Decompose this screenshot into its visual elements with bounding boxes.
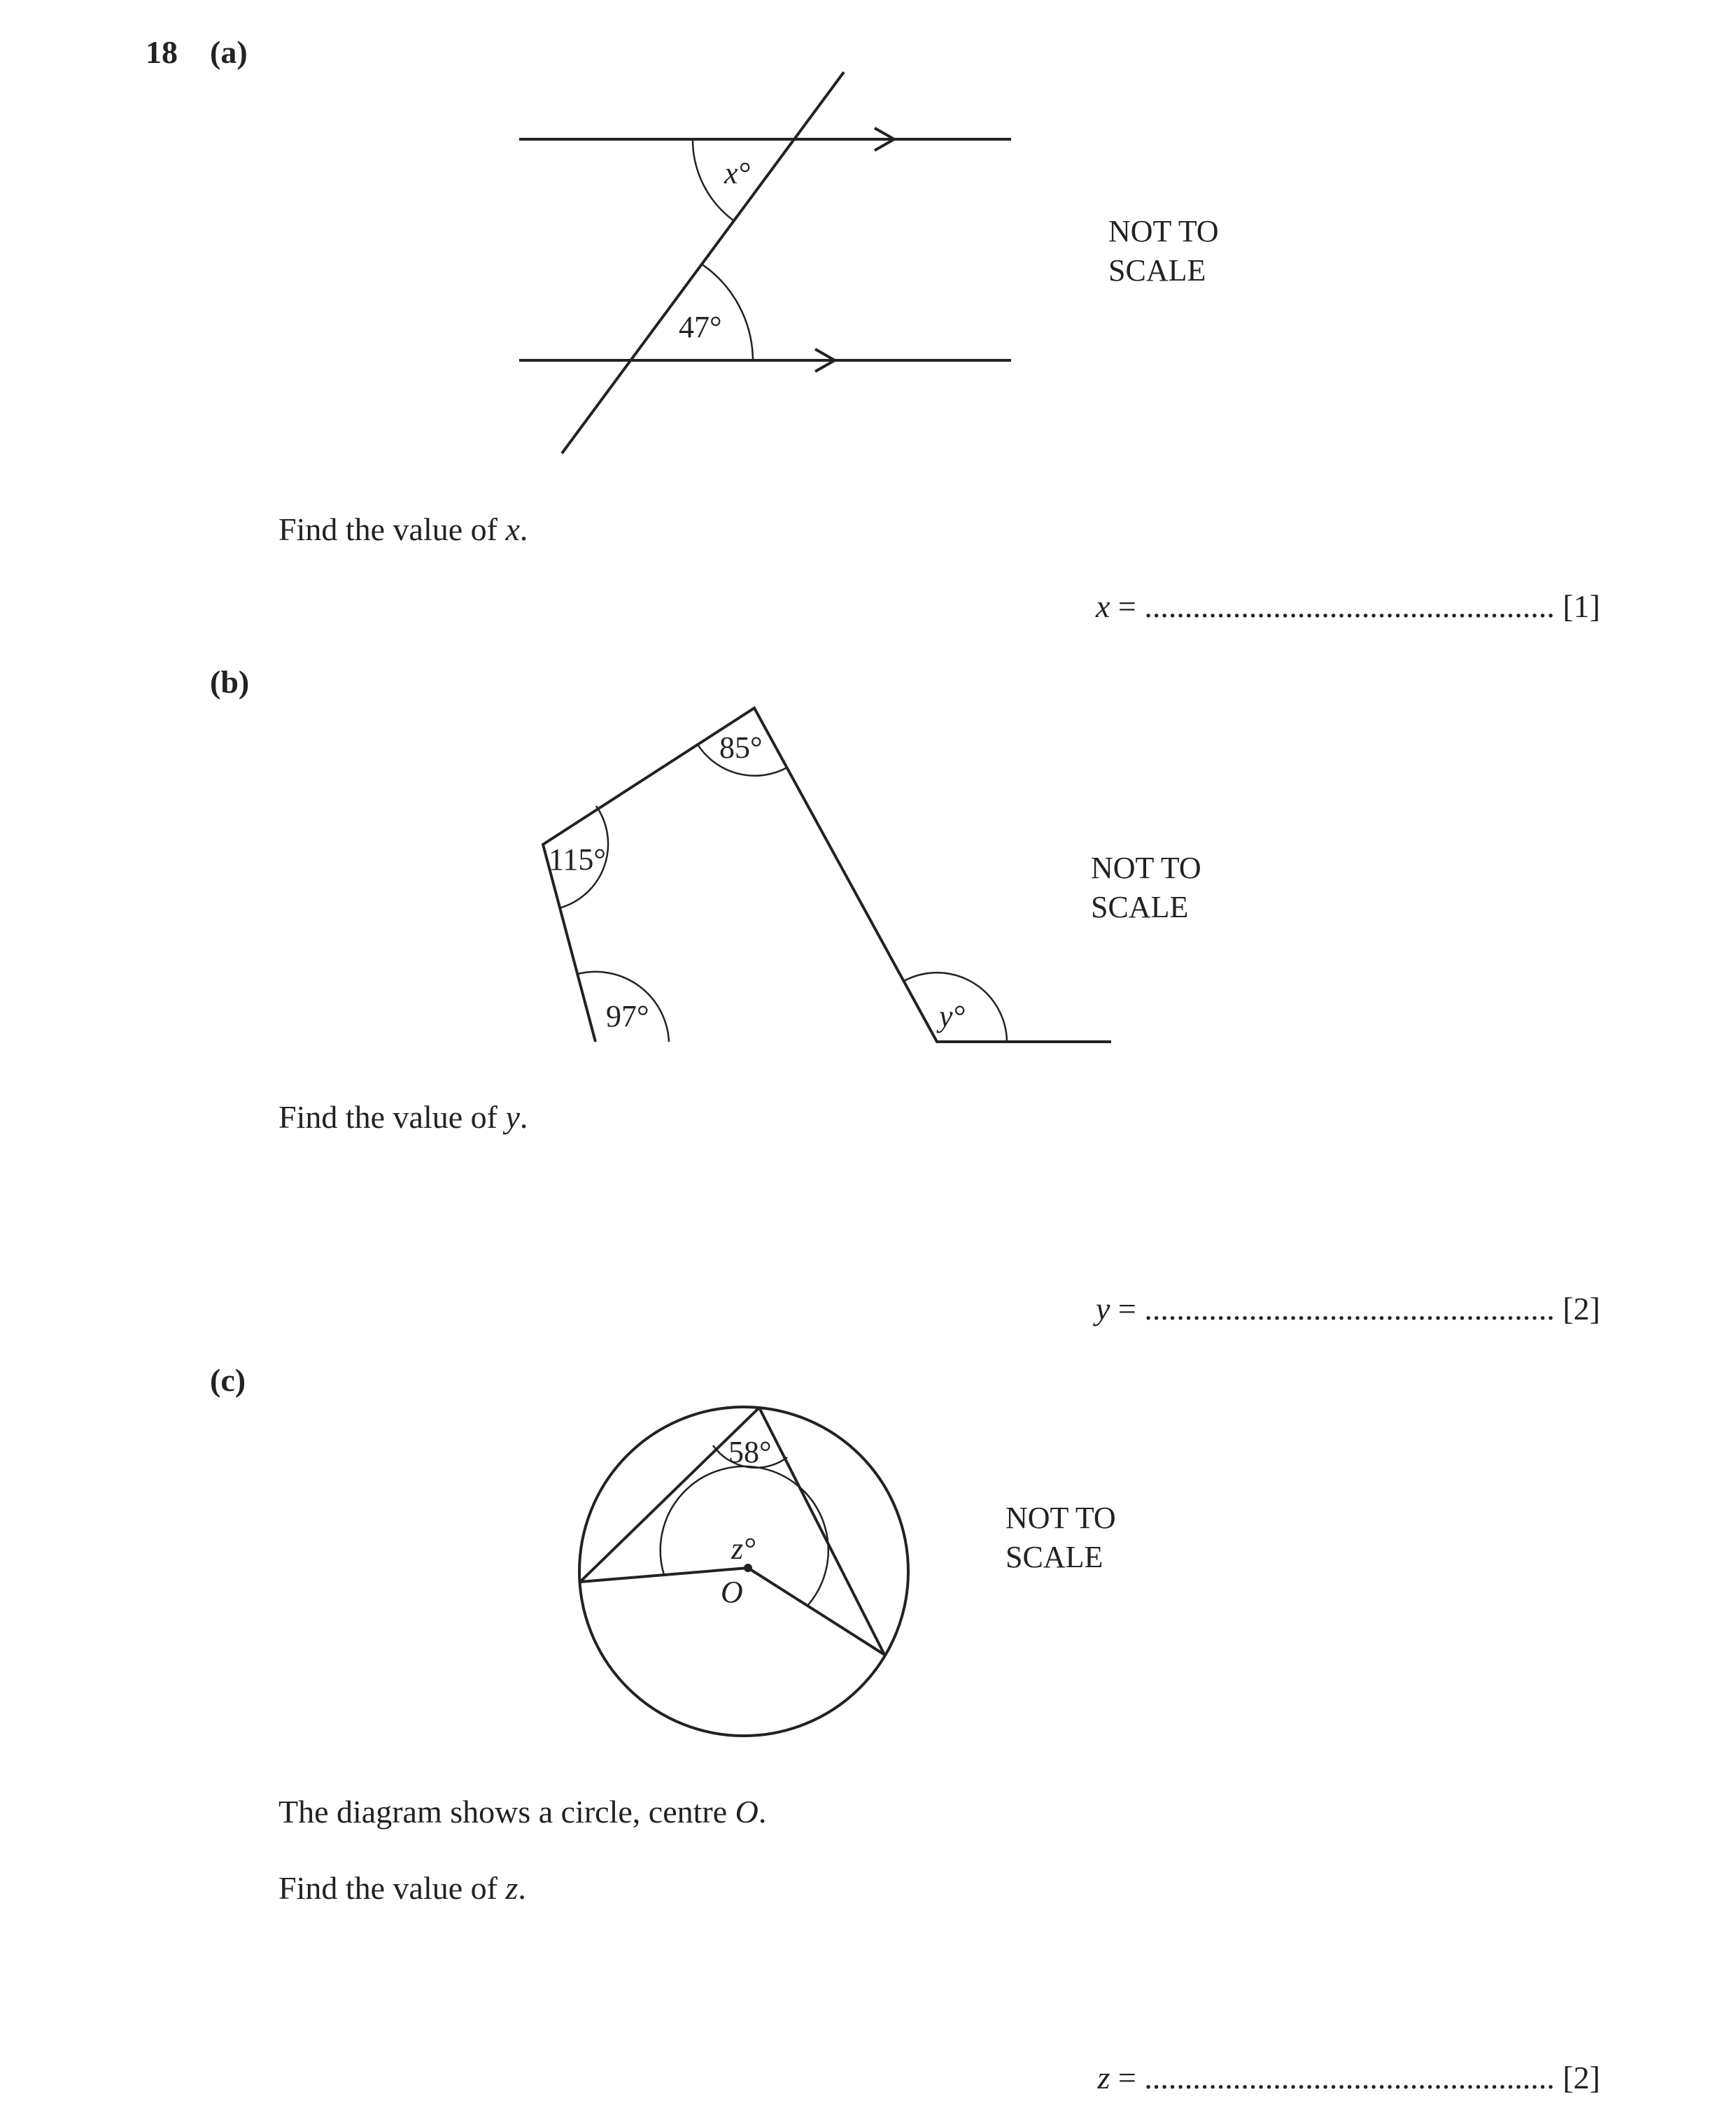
not-to-scale-c-line1: NOT TO (1005, 1501, 1116, 1535)
not-to-scale-c-line2: SCALE (1005, 1540, 1103, 1574)
chord-top-right (759, 1408, 884, 1655)
answer-a-eq: = (1110, 588, 1145, 624)
prompt-b-var: y (505, 1099, 520, 1135)
angle-85-label: 85° (719, 730, 763, 765)
part-c-label: (c) (210, 1362, 246, 1398)
not-to-scale-b-line2: SCALE (1091, 890, 1189, 924)
angle-97-label: 97° (606, 999, 649, 1033)
answer-c-eq: = (1110, 2060, 1145, 2095)
statement-c (278, 1793, 766, 1830)
marks-a: [1] (1562, 588, 1600, 624)
answer-b-eq: = (1110, 1291, 1145, 1327)
not-to-scale-b-line1: NOT TO (1091, 851, 1201, 885)
prompt-a-end: . (519, 511, 528, 547)
prompt-c-var: z (505, 1870, 518, 1906)
prompt-a-text: Find the value of (278, 511, 506, 547)
part-a-label: (a) (210, 34, 248, 70)
answer-c-dots[interactable]: ................................................... (1144, 2060, 1555, 2095)
angle-x-label: x° (724, 156, 751, 190)
statement-c-end: . (758, 1794, 767, 1830)
angle-47-label: 47° (679, 310, 722, 344)
prompt-a-var: x (505, 511, 520, 547)
statement-c-var: O (735, 1794, 758, 1830)
angle-y-label: y° (939, 999, 966, 1033)
question-number: 18 (146, 34, 178, 70)
angle-z-label: z° (731, 1532, 756, 1566)
answer-a-var: x (1095, 588, 1110, 624)
centre-label: O (721, 1575, 743, 1609)
not-to-scale-a-line2: SCALE (1108, 253, 1206, 288)
answer-line-c[interactable] (1098, 2059, 1601, 2096)
prompt-c-text: Find the value of (278, 1870, 506, 1906)
answer-b-var: y (1095, 1291, 1110, 1327)
prompt-c (278, 1869, 526, 1907)
not-to-scale-a-line1: NOT TO (1108, 214, 1219, 248)
part-b-label: (b) (210, 664, 250, 700)
statement-c-text: The diagram shows a circle, centre (278, 1794, 735, 1830)
prompt-b-end: . (519, 1099, 528, 1135)
marks-c: [2] (1562, 2060, 1600, 2095)
angle-58-label: 58° (728, 1435, 772, 1469)
answer-b-dots[interactable]: ................................................... (1144, 1291, 1555, 1327)
marks-b: [2] (1562, 1291, 1600, 1327)
prompt-b-text: Find the value of (278, 1099, 506, 1135)
answer-c-var: z (1097, 2060, 1110, 2095)
answer-a-dots[interactable]: ................................................... (1144, 588, 1555, 624)
angle-115-label: 115° (549, 842, 606, 877)
not-to-scale-c (1005, 1499, 1116, 1577)
prompt-c-end: . (518, 1870, 526, 1906)
